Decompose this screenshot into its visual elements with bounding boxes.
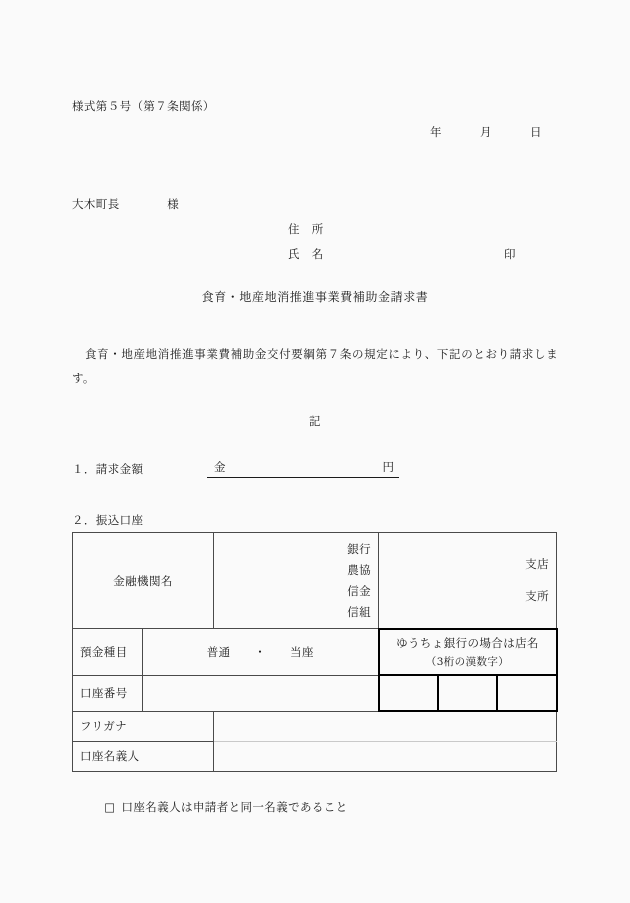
addressee-line: 大木町長 様 <box>72 197 180 211</box>
date-line: 年 月 日 <box>430 125 543 139</box>
account-holder-label: 口座名義人 <box>73 741 214 771</box>
table-row-furigana <box>73 711 557 741</box>
item1-label: １．請求金額 <box>72 462 144 476</box>
name-label: 氏 名 <box>288 247 324 261</box>
institution-type-shinkumi: 信組 <box>347 605 371 620</box>
yucho-note-cell <box>379 629 557 676</box>
yucho-digit-box-2[interactable] <box>438 675 497 711</box>
yucho-note-line1: ゆうちょ銀行の場合は店名 <box>396 635 539 650</box>
same-name-note[interactable] <box>88 782 348 834</box>
table-row-account-number <box>73 675 557 711</box>
yucho-digit-box-3[interactable] <box>497 675 557 711</box>
institution-type-shinkin: 信金 <box>347 584 371 599</box>
address-label: 住 所 <box>288 222 324 236</box>
checkbox-icon[interactable]: □ <box>104 800 116 815</box>
amount-suffix: 円 <box>382 460 394 474</box>
furigana-label: フリガナ <box>73 711 214 741</box>
amount-prefix: 金 <box>214 460 226 474</box>
seal-mark: 印 <box>504 247 516 261</box>
yucho-digit-box-1[interactable] <box>379 675 438 711</box>
account-number-value[interactable] <box>143 675 379 711</box>
deposit-type-options[interactable]: 普通 ・ 当座 <box>143 629 379 676</box>
furigana-value[interactable] <box>214 711 557 741</box>
yucho-note-line2: （3桁の漢数字） <box>425 655 510 668</box>
ki-mark: 記 <box>309 414 321 428</box>
account-holder-value[interactable] <box>214 741 557 771</box>
form-code: 様式第５号（第７条関係） <box>72 99 215 113</box>
branch-type-stack <box>386 544 549 616</box>
same-name-note-label: 口座名義人は申請者と同一名義であること <box>121 800 348 815</box>
table-row-institution <box>73 533 557 629</box>
claim-amount-field[interactable] <box>207 459 399 478</box>
branch-value-cell[interactable] <box>379 533 557 629</box>
page-title: 食育・地産地消推進事業費補助金請求書 <box>201 290 429 304</box>
institution-label: 金融機関名 <box>73 533 214 629</box>
institution-type-nokyo: 農協 <box>347 562 371 577</box>
body-paragraph: 食育・地産地消推進事業費補助金交付要綱第７条の規定により、下記のとおり請求します。 <box>72 347 558 385</box>
account-number-label: 口座番号 <box>73 675 143 711</box>
institution-value-cell[interactable] <box>214 533 379 629</box>
item2-label: ２．振込口座 <box>72 513 144 527</box>
deposit-type-label: 預金種目 <box>73 629 143 676</box>
table-row-deposit-type <box>73 629 557 676</box>
institution-type-stack <box>221 538 371 624</box>
branch-type-shiten: 支店 <box>525 557 549 572</box>
institution-type-bank: 銀行 <box>347 541 371 556</box>
branch-type-shisho: 支所 <box>525 589 549 604</box>
bank-account-table <box>72 532 558 772</box>
table-row-account-holder <box>73 741 557 771</box>
